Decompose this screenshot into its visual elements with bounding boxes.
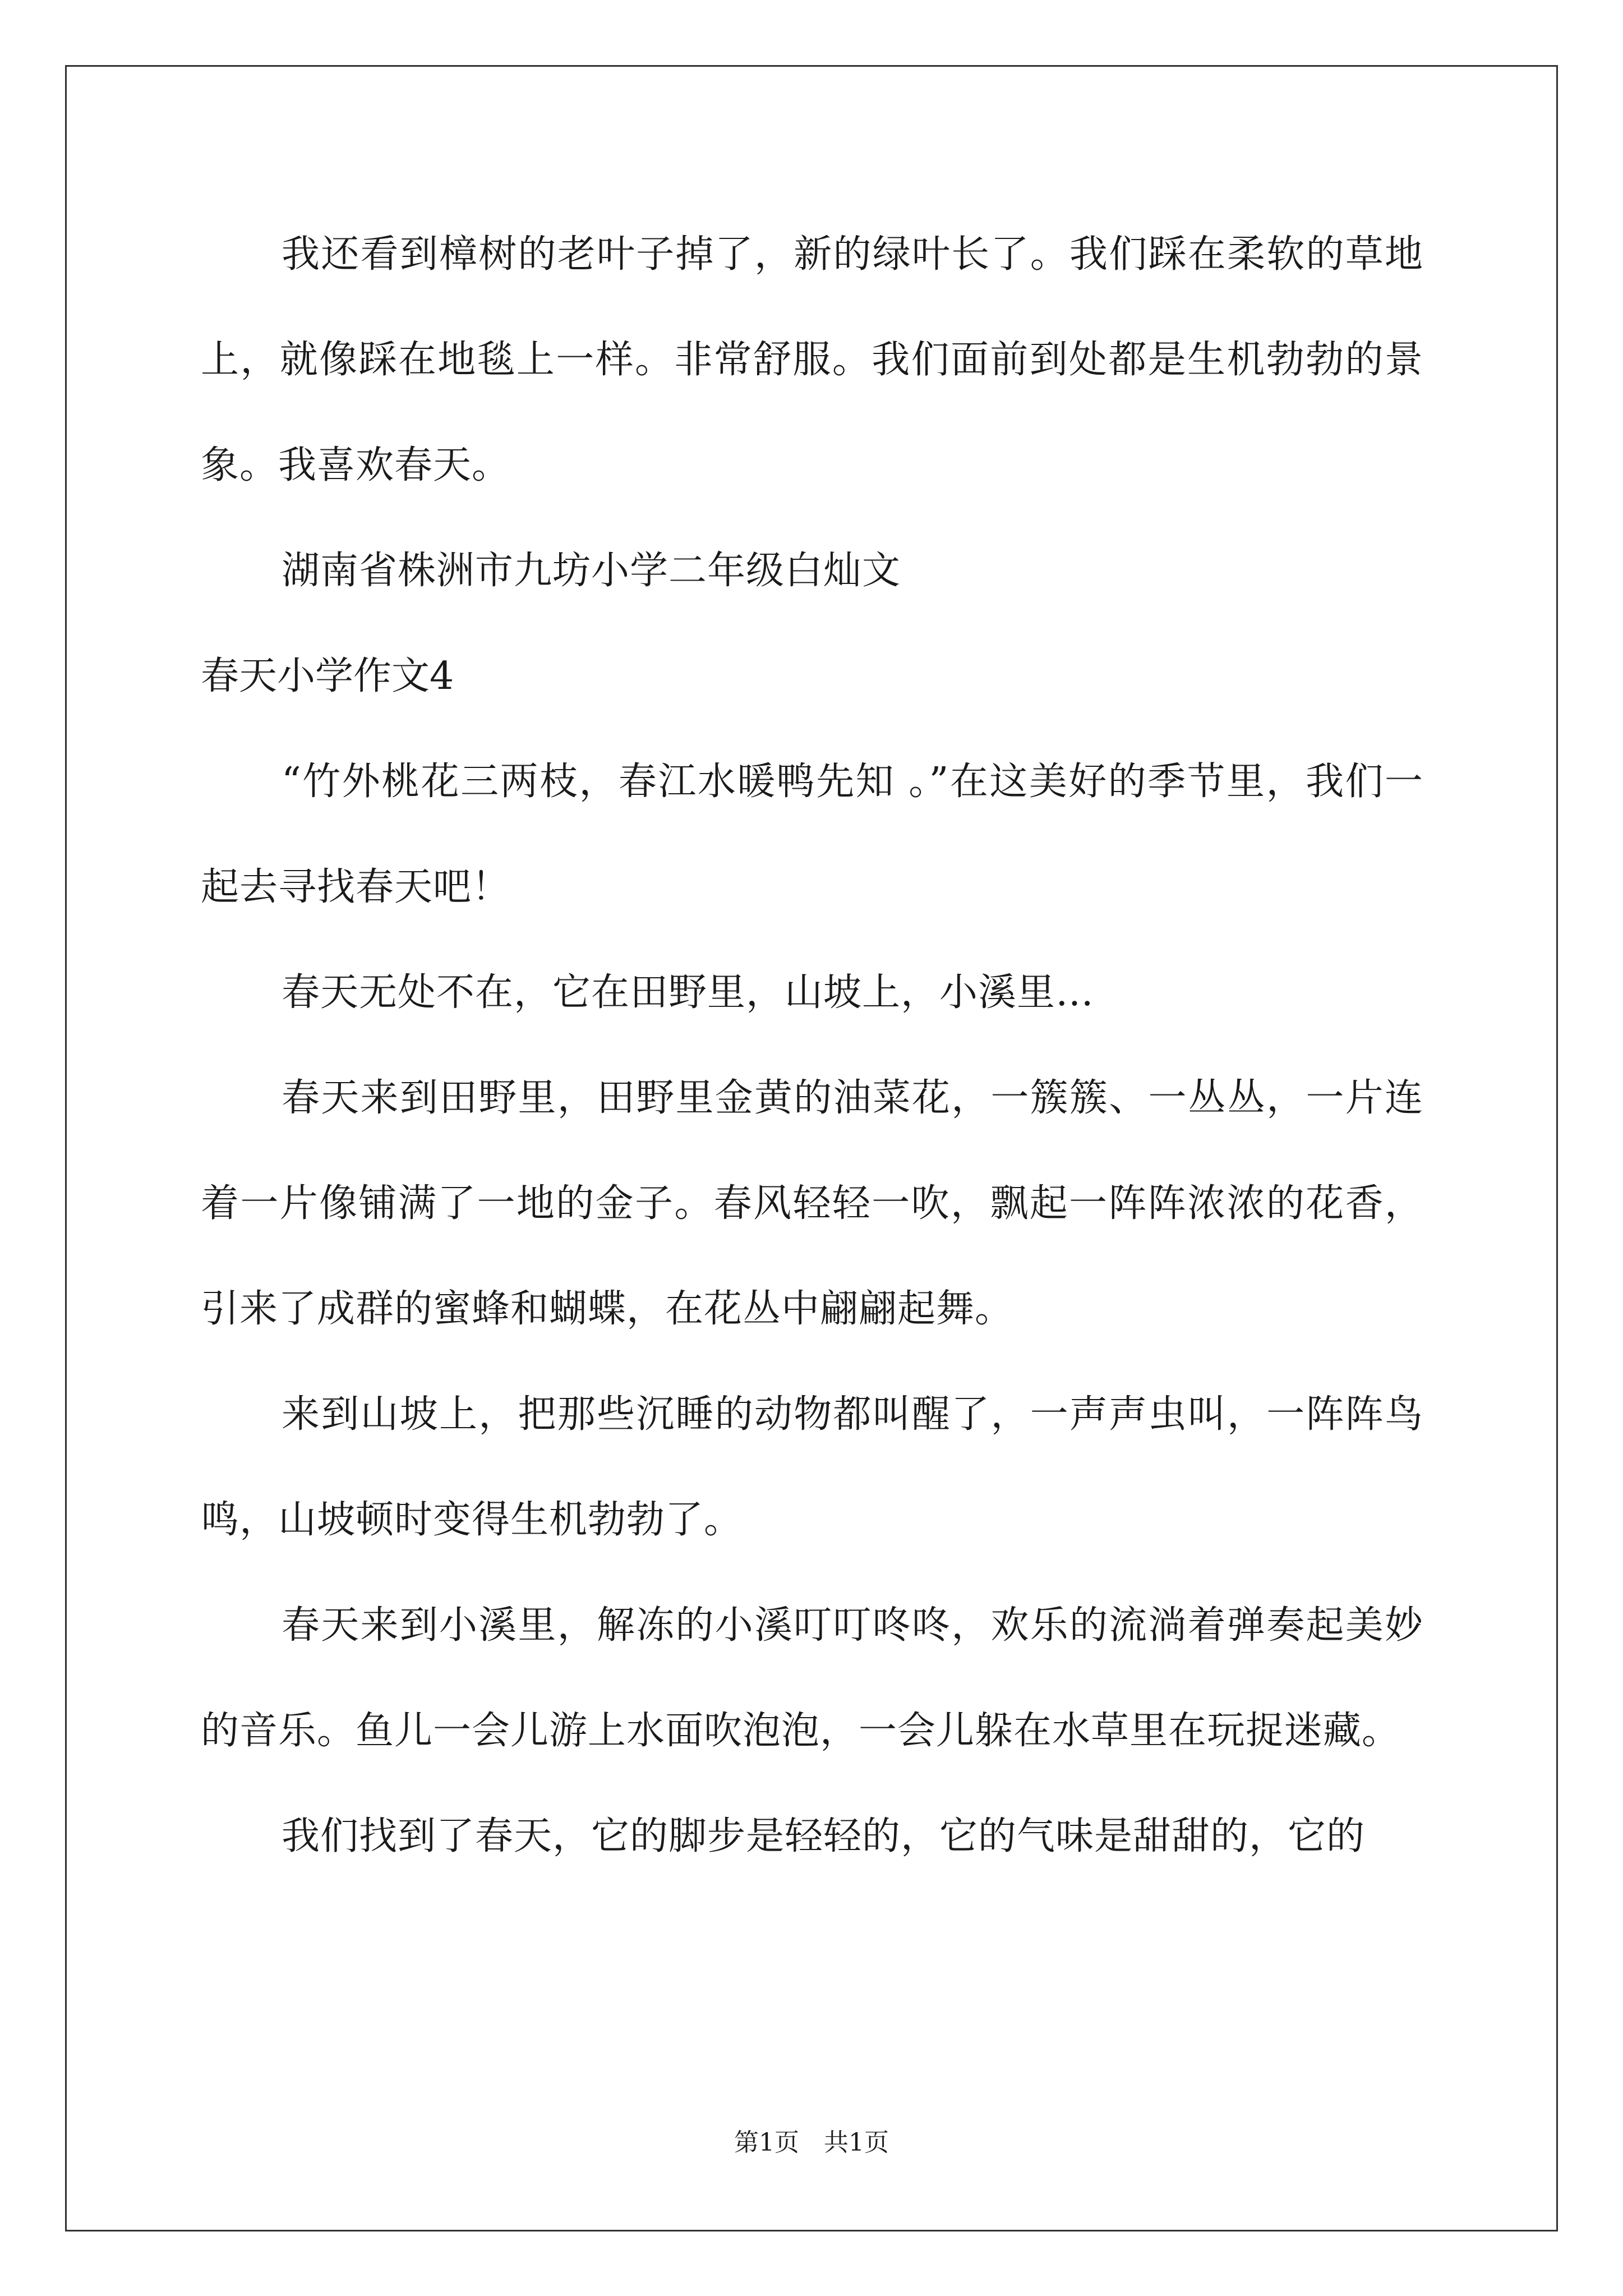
- paragraph-2: 春天无处不在，它在田野里，山坡上，小溪里…: [282, 970, 1095, 1015]
- author-line: 湖南省株洲市九坊小学二年级白灿文: [282, 549, 901, 593]
- page-footer: 第1页 共1页: [734, 2128, 889, 2157]
- paragraph-quote: “竹外桃花三两枝，春江水暖鸭先知 。”在这美好的季节里，我们一起去寻找春天吧！: [201, 760, 1423, 909]
- paragraph-fields: 春天来到田野里，田野里金黄的油菜花，一簇簇、一丛丛，一片连着一片像铺满了一地的金子。春风轻轻一吹，飘起一阵阵浓浓的花香，引来了成群的蜜蜂和蝴蝶，在花丛中翩翩起舞。: [201, 1076, 1423, 1331]
- document-body: [201, 202, 1423, 1889]
- essay-heading: 春天小学作文4: [201, 654, 454, 698]
- paragraph-1: 我还看到樟树的老叶子掉了，新的绿叶长了。我们踩在柔软的草地上，就像踩在地毯上一样。非常舒服。我们面前到处都是生机勃勃的景象。我喜欢春天。: [201, 232, 1423, 487]
- paragraph-final: 我们找到了春天，它的脚步是轻轻的，它的气味是甜甜的，它的: [282, 1814, 1366, 1858]
- paragraph-stream: 春天来到小溪里，解冻的小溪叮叮咚咚，欢乐的流淌着弹奏起美妙的音乐。鱼儿一会儿游上水面吹泡泡，一会儿躲在水草里在玩捉迷藏。: [201, 1603, 1423, 1753]
- paragraph-hillside: 来到山坡上，把那些沉睡的动物都叫醒了，一声声虫叫，一阵阵鸟鸣，山坡顿时变得生机勃勃了。: [201, 1392, 1423, 1542]
